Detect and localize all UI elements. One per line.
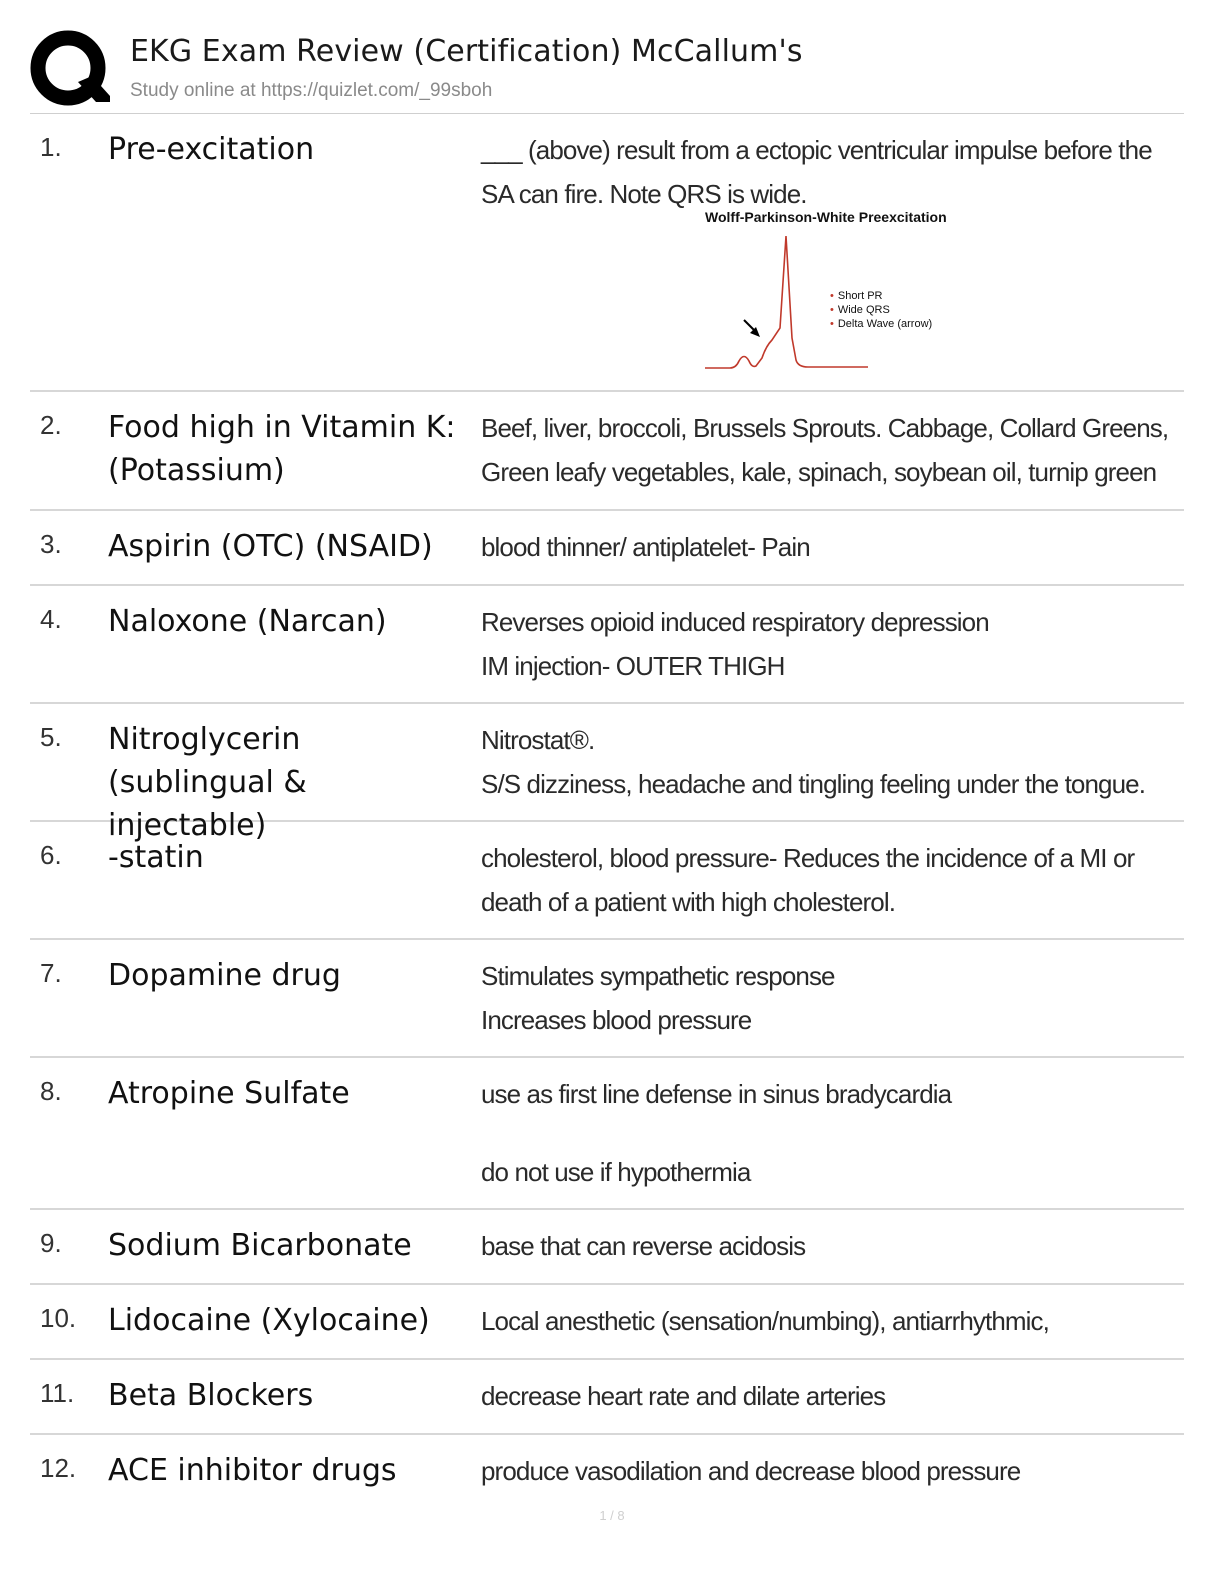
wpw-ecg-figure bbox=[700, 208, 1000, 388]
definition-line: Reverses opioid induced respiratory depression bbox=[481, 607, 989, 637]
card-number: 11. bbox=[40, 1378, 75, 1408]
card-definition bbox=[481, 525, 1181, 569]
card-definition bbox=[481, 1224, 1181, 1268]
card-definition bbox=[481, 600, 1181, 688]
card-definition bbox=[481, 128, 1181, 216]
definition-line: base that can reverse acidosis bbox=[481, 1231, 806, 1261]
definition-line: decrease heart rate and dilate arteries bbox=[481, 1381, 886, 1411]
card-term: Atropine Sulfate bbox=[108, 1076, 350, 1111]
card-term: Lidocaine (Xylocaine) bbox=[108, 1303, 430, 1338]
card-number: 8. bbox=[40, 1076, 62, 1106]
card-definition bbox=[481, 718, 1181, 806]
figure-bullet: • Delta Wave (arrow) bbox=[830, 317, 932, 331]
card-term: Dopamine drug bbox=[108, 958, 341, 993]
flashcard bbox=[30, 392, 1184, 511]
card-number: 12. bbox=[40, 1453, 77, 1483]
figure-title: Wolff-Parkinson-White Preexcitation bbox=[705, 209, 947, 225]
card-number: 3. bbox=[40, 529, 62, 559]
flashcard-list bbox=[30, 114, 1184, 1510]
card-definition bbox=[481, 406, 1181, 494]
card-number: 7. bbox=[40, 958, 62, 988]
flashcard bbox=[30, 1058, 1184, 1210]
flashcard bbox=[30, 1210, 1184, 1285]
definition-line: blood thinner/ antiplatelet- Pain bbox=[481, 532, 810, 562]
card-definition bbox=[481, 954, 1181, 1042]
flashcard bbox=[30, 940, 1184, 1058]
page-header bbox=[30, 28, 1190, 112]
definition-line: ___ (above) result from a ectopic ventricular impulse before the SA can fire. Note QRS is wide. bbox=[481, 135, 1159, 209]
flashcard bbox=[30, 114, 1184, 392]
card-definition bbox=[481, 1055, 1181, 1211]
definition-line: IM injection- OUTER THIGH bbox=[481, 651, 785, 681]
figure-bullet-list bbox=[830, 289, 932, 331]
definition-line: use as first line defense in sinus bradycardia bbox=[481, 1079, 952, 1109]
card-term: Beta Blockers bbox=[108, 1378, 314, 1413]
card-term: Sodium Bicarbonate bbox=[108, 1228, 412, 1263]
card-number: 1. bbox=[40, 132, 62, 162]
quizlet-logo-icon bbox=[30, 30, 110, 110]
definition-line: do not use if hypothermia bbox=[481, 1157, 751, 1187]
card-number: 9. bbox=[40, 1228, 62, 1258]
card-number: 6. bbox=[40, 840, 62, 870]
flashcard bbox=[30, 1360, 1184, 1435]
definition-line: Stimulates sympathetic response bbox=[481, 961, 835, 991]
card-term: Food high in Vitamin K: (Potassium) bbox=[108, 410, 456, 488]
card-number: 10. bbox=[40, 1303, 77, 1333]
definition-line: Local anesthetic (sensation/numbing), antiarrhythmic, bbox=[481, 1306, 1049, 1336]
card-definition bbox=[481, 1374, 1181, 1418]
card-term: Nitroglycerin (sublingual & injectable) bbox=[108, 722, 307, 843]
card-term: Naloxone (Narcan) bbox=[108, 604, 387, 639]
definition-line: cholesterol, blood pressure- Reduces the incidence of a MI or death of a patient with high cholesterol. bbox=[481, 843, 1141, 917]
figure-bullet: • Wide QRS bbox=[830, 303, 932, 317]
definition-line: Nitrostat®. bbox=[481, 725, 595, 755]
card-number: 4. bbox=[40, 604, 62, 634]
flashcard bbox=[30, 586, 1184, 704]
definition-line: Increases blood pressure bbox=[481, 1005, 752, 1035]
card-definition bbox=[481, 1299, 1181, 1343]
card-number: 5. bbox=[40, 722, 62, 752]
figure-bullet: • Short PR bbox=[830, 289, 932, 303]
definition-line: S/S dizziness, headache and tingling feeling under the tongue. bbox=[481, 769, 1146, 799]
flashcard bbox=[30, 1285, 1184, 1360]
card-definition bbox=[481, 1449, 1181, 1493]
flashcard bbox=[30, 822, 1184, 940]
definition-line: produce vasodilation and decrease blood pressure bbox=[481, 1456, 1021, 1486]
card-term: ACE inhibitor drugs bbox=[108, 1453, 397, 1488]
card-definition bbox=[481, 836, 1181, 924]
flashcard bbox=[30, 1435, 1184, 1510]
card-term: -statin bbox=[108, 840, 204, 875]
card-term: Aspirin (OTC) (NSAID) bbox=[108, 529, 433, 564]
page-number: 1 / 8 bbox=[599, 1508, 625, 1523]
card-term: Pre-excitation bbox=[108, 132, 315, 167]
page-title: EKG Exam Review (Certification) McCallum's bbox=[130, 34, 803, 69]
definition-line: Beef, liver, broccoli, Brussels Sprouts. Cabbage, Collard Greens, Green leafy vegetables, kale, spinach, soybean oil, turnip green bbox=[481, 413, 1175, 487]
flashcard bbox=[30, 704, 1184, 843]
flashcard bbox=[30, 511, 1184, 586]
study-online-link[interactable]: Study online at https://quizlet.com/_99sboh bbox=[130, 80, 493, 101]
card-number: 2. bbox=[40, 410, 62, 440]
